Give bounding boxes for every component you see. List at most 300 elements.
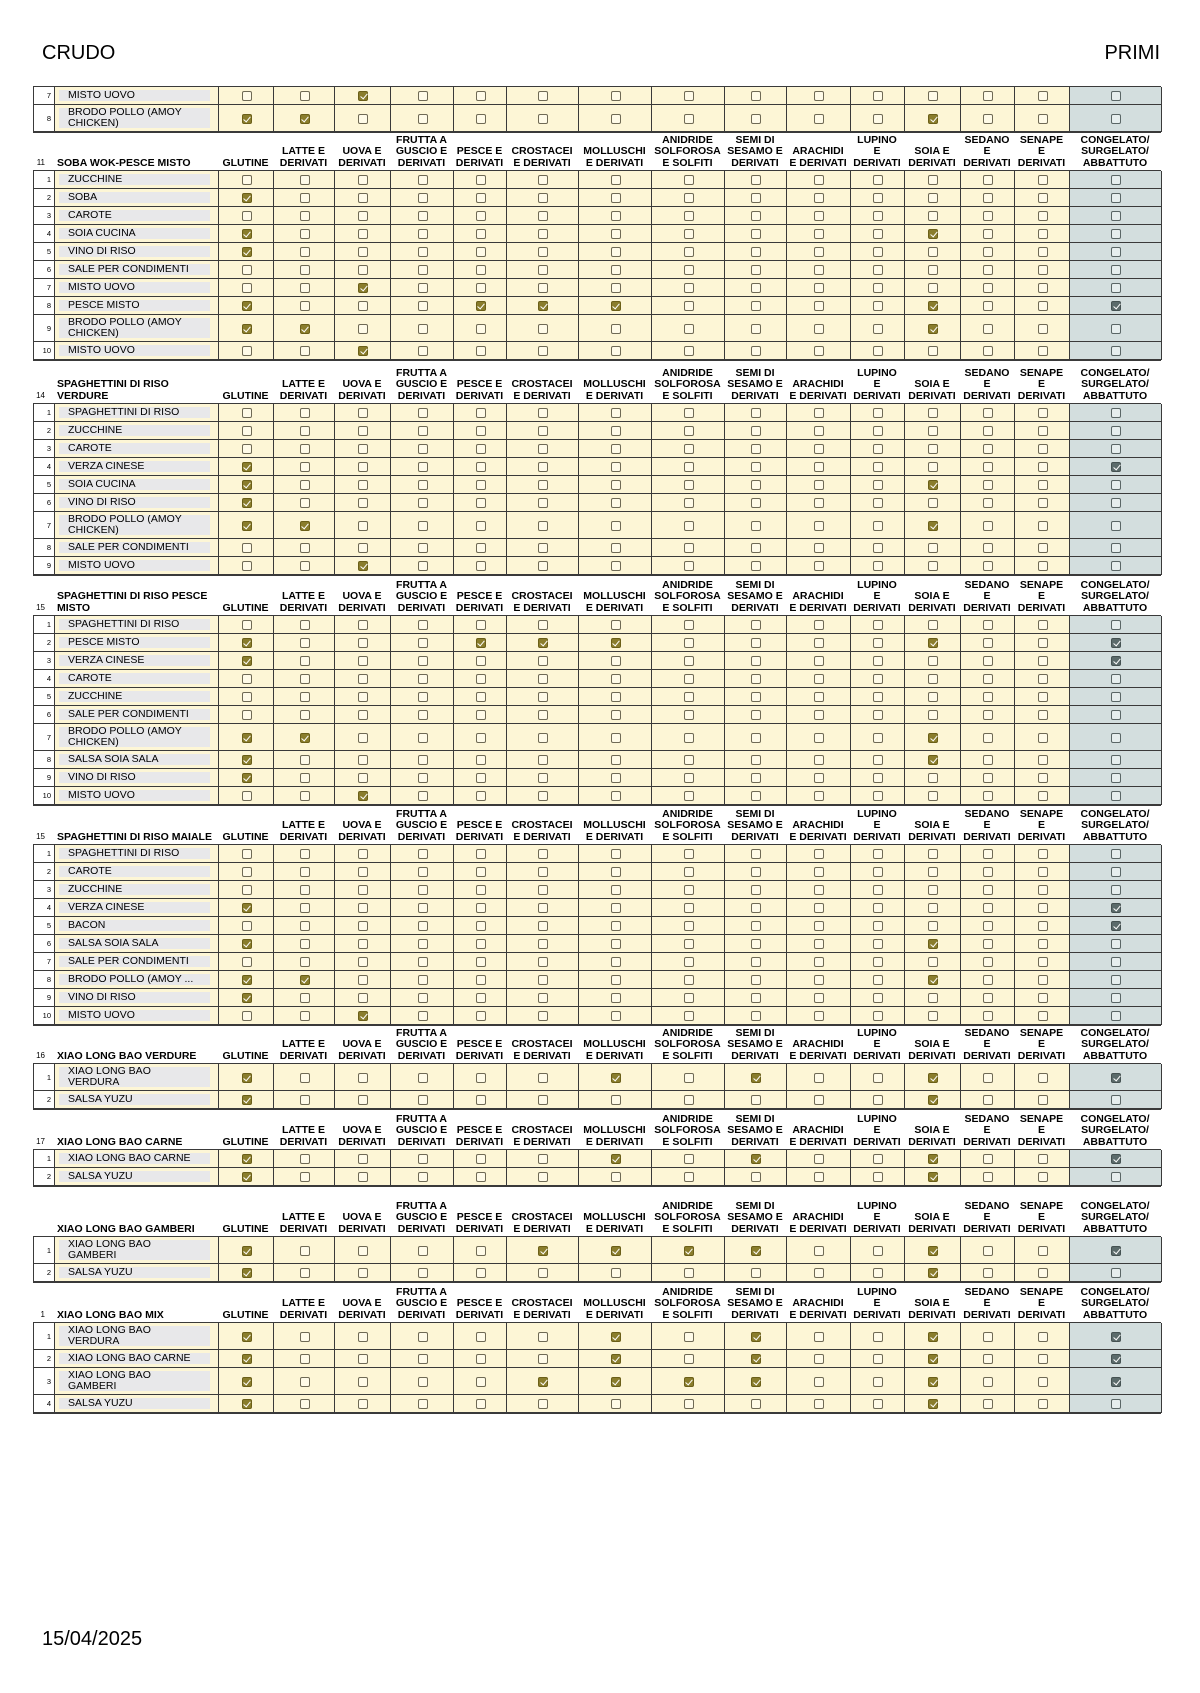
checkbox-unchecked[interactable] (300, 1399, 310, 1409)
checkbox-unchecked[interactable] (814, 283, 824, 293)
checkbox-unchecked[interactable] (983, 91, 993, 101)
checkbox-unchecked[interactable] (611, 1172, 621, 1182)
checkbox-unchecked[interactable] (538, 755, 548, 765)
checkbox-unchecked[interactable] (418, 1377, 428, 1387)
checkbox-unchecked[interactable] (814, 426, 824, 436)
checkbox-unchecked[interactable] (358, 1073, 368, 1083)
checkbox-unchecked[interactable] (476, 755, 486, 765)
checkbox-unchecked[interactable] (928, 710, 938, 720)
checkbox-unchecked[interactable] (814, 1268, 824, 1278)
checkbox-checked[interactable] (1111, 1246, 1121, 1256)
checkbox-checked[interactable] (242, 498, 252, 508)
checkbox-unchecked[interactable] (873, 346, 883, 356)
checkbox-unchecked[interactable] (476, 993, 486, 1003)
checkbox-unchecked[interactable] (684, 283, 694, 293)
checkbox-unchecked[interactable] (611, 543, 621, 553)
checkbox-unchecked[interactable] (751, 561, 761, 571)
checkbox-unchecked[interactable] (1111, 426, 1121, 436)
checkbox-unchecked[interactable] (684, 1095, 694, 1105)
checkbox-unchecked[interactable] (1111, 975, 1121, 985)
checkbox-unchecked[interactable] (358, 733, 368, 743)
checkbox-unchecked[interactable] (538, 1011, 548, 1021)
checkbox-unchecked[interactable] (476, 733, 486, 743)
checkbox-unchecked[interactable] (684, 211, 694, 221)
checkbox-unchecked[interactable] (538, 867, 548, 877)
checkbox-unchecked[interactable] (1111, 521, 1121, 531)
checkbox-unchecked[interactable] (873, 638, 883, 648)
checkbox-unchecked[interactable] (611, 229, 621, 239)
checkbox-checked[interactable] (242, 193, 252, 203)
checkbox-unchecked[interactable] (751, 939, 761, 949)
checkbox-unchecked[interactable] (1038, 957, 1048, 967)
checkbox-unchecked[interactable] (684, 1011, 694, 1021)
checkbox-unchecked[interactable] (814, 939, 824, 949)
checkbox-unchecked[interactable] (611, 1011, 621, 1021)
checkbox-checked[interactable] (928, 480, 938, 490)
checkbox-unchecked[interactable] (1038, 561, 1048, 571)
checkbox-unchecked[interactable] (242, 543, 252, 553)
checkbox-checked[interactable] (242, 1154, 252, 1164)
checkbox-unchecked[interactable] (814, 324, 824, 334)
checkbox-unchecked[interactable] (418, 867, 428, 877)
checkbox-unchecked[interactable] (358, 674, 368, 684)
checkbox-checked[interactable] (751, 1377, 761, 1387)
checkbox-unchecked[interactable] (242, 674, 252, 684)
checkbox-unchecked[interactable] (751, 498, 761, 508)
checkbox-checked[interactable] (242, 247, 252, 257)
checkbox-unchecked[interactable] (611, 957, 621, 967)
checkbox-unchecked[interactable] (300, 1332, 310, 1342)
checkbox-unchecked[interactable] (983, 1095, 993, 1105)
checkbox-unchecked[interactable] (611, 1095, 621, 1105)
checkbox-unchecked[interactable] (300, 444, 310, 454)
checkbox-unchecked[interactable] (1038, 211, 1048, 221)
checkbox-unchecked[interactable] (358, 301, 368, 311)
checkbox-checked[interactable] (1111, 462, 1121, 472)
checkbox-unchecked[interactable] (300, 561, 310, 571)
checkbox-checked[interactable] (611, 1246, 621, 1256)
checkbox-checked[interactable] (928, 1268, 938, 1278)
checkbox-unchecked[interactable] (1038, 755, 1048, 765)
checkbox-unchecked[interactable] (983, 1246, 993, 1256)
checkbox-unchecked[interactable] (1038, 229, 1048, 239)
checkbox-unchecked[interactable] (538, 408, 548, 418)
checkbox-unchecked[interactable] (983, 1354, 993, 1364)
checkbox-unchecked[interactable] (538, 903, 548, 913)
checkbox-unchecked[interactable] (1038, 444, 1048, 454)
checkbox-checked[interactable] (684, 1246, 694, 1256)
checkbox-unchecked[interactable] (1111, 733, 1121, 743)
checkbox-unchecked[interactable] (1038, 867, 1048, 877)
checkbox-unchecked[interactable] (242, 211, 252, 221)
checkbox-unchecked[interactable] (983, 498, 993, 508)
checkbox-checked[interactable] (928, 1073, 938, 1083)
checkbox-checked[interactable] (751, 1246, 761, 1256)
checkbox-unchecked[interactable] (1038, 498, 1048, 508)
checkbox-unchecked[interactable] (418, 265, 428, 275)
checkbox-unchecked[interactable] (1111, 543, 1121, 553)
checkbox-unchecked[interactable] (242, 408, 252, 418)
checkbox-unchecked[interactable] (300, 773, 310, 783)
checkbox-unchecked[interactable] (418, 175, 428, 185)
checkbox-unchecked[interactable] (418, 975, 428, 985)
checkbox-unchecked[interactable] (300, 993, 310, 1003)
checkbox-unchecked[interactable] (611, 114, 621, 124)
checkbox-unchecked[interactable] (1038, 283, 1048, 293)
checkbox-unchecked[interactable] (1038, 921, 1048, 931)
checkbox-unchecked[interactable] (983, 444, 993, 454)
checkbox-checked[interactable] (928, 1354, 938, 1364)
checkbox-unchecked[interactable] (814, 193, 824, 203)
checkbox-unchecked[interactable] (873, 211, 883, 221)
checkbox-unchecked[interactable] (1038, 791, 1048, 801)
checkbox-unchecked[interactable] (476, 1073, 486, 1083)
checkbox-unchecked[interactable] (1038, 903, 1048, 913)
checkbox-unchecked[interactable] (1111, 211, 1121, 221)
checkbox-unchecked[interactable] (300, 1073, 310, 1083)
checkbox-checked[interactable] (242, 301, 252, 311)
checkbox-unchecked[interactable] (814, 1154, 824, 1164)
checkbox-unchecked[interactable] (300, 903, 310, 913)
checkbox-unchecked[interactable] (358, 849, 368, 859)
checkbox-unchecked[interactable] (358, 265, 368, 275)
checkbox-unchecked[interactable] (873, 543, 883, 553)
checkbox-unchecked[interactable] (928, 1011, 938, 1021)
checkbox-unchecked[interactable] (418, 1154, 428, 1164)
checkbox-unchecked[interactable] (814, 265, 824, 275)
checkbox-checked[interactable] (1111, 301, 1121, 311)
checkbox-unchecked[interactable] (358, 543, 368, 553)
checkbox-checked[interactable] (242, 638, 252, 648)
checkbox-unchecked[interactable] (873, 710, 883, 720)
checkbox-unchecked[interactable] (418, 543, 428, 553)
checkbox-unchecked[interactable] (538, 324, 548, 334)
checkbox-checked[interactable] (538, 638, 548, 648)
checkbox-unchecked[interactable] (873, 993, 883, 1003)
checkbox-unchecked[interactable] (242, 175, 252, 185)
checkbox-unchecked[interactable] (538, 114, 548, 124)
checkbox-unchecked[interactable] (983, 301, 993, 311)
checkbox-unchecked[interactable] (476, 114, 486, 124)
checkbox-unchecked[interactable] (684, 1154, 694, 1164)
checkbox-unchecked[interactable] (751, 301, 761, 311)
checkbox-unchecked[interactable] (983, 1172, 993, 1182)
checkbox-unchecked[interactable] (873, 975, 883, 985)
checkbox-unchecked[interactable] (983, 1073, 993, 1083)
checkbox-unchecked[interactable] (611, 561, 621, 571)
checkbox-unchecked[interactable] (684, 561, 694, 571)
checkbox-checked[interactable] (611, 1073, 621, 1083)
checkbox-unchecked[interactable] (1038, 114, 1048, 124)
checkbox-checked[interactable] (611, 1154, 621, 1164)
checkbox-unchecked[interactable] (684, 1073, 694, 1083)
checkbox-checked[interactable] (300, 975, 310, 985)
checkbox-checked[interactable] (300, 324, 310, 334)
checkbox-unchecked[interactable] (814, 1011, 824, 1021)
checkbox-unchecked[interactable] (538, 247, 548, 257)
checkbox-checked[interactable] (751, 1073, 761, 1083)
checkbox-unchecked[interactable] (928, 885, 938, 895)
checkbox-unchecked[interactable] (983, 638, 993, 648)
checkbox-checked[interactable] (538, 301, 548, 311)
checkbox-unchecked[interactable] (300, 1377, 310, 1387)
checkbox-unchecked[interactable] (1111, 755, 1121, 765)
checkbox-unchecked[interactable] (684, 957, 694, 967)
checkbox-unchecked[interactable] (983, 849, 993, 859)
checkbox-unchecked[interactable] (983, 408, 993, 418)
checkbox-unchecked[interactable] (684, 885, 694, 895)
checkbox-unchecked[interactable] (814, 867, 824, 877)
checkbox-unchecked[interactable] (751, 903, 761, 913)
checkbox-unchecked[interactable] (983, 1332, 993, 1342)
checkbox-unchecked[interactable] (611, 408, 621, 418)
checkbox-unchecked[interactable] (476, 1399, 486, 1409)
checkbox-unchecked[interactable] (928, 773, 938, 783)
checkbox-unchecked[interactable] (814, 692, 824, 702)
checkbox-unchecked[interactable] (751, 656, 761, 666)
checkbox-checked[interactable] (242, 755, 252, 765)
checkbox-unchecked[interactable] (751, 211, 761, 221)
checkbox-unchecked[interactable] (814, 211, 824, 221)
checkbox-checked[interactable] (1111, 903, 1121, 913)
checkbox-checked[interactable] (928, 1172, 938, 1182)
checkbox-unchecked[interactable] (873, 193, 883, 203)
checkbox-unchecked[interactable] (1111, 885, 1121, 895)
checkbox-unchecked[interactable] (873, 939, 883, 949)
checkbox-unchecked[interactable] (983, 175, 993, 185)
checkbox-unchecked[interactable] (814, 229, 824, 239)
checkbox-unchecked[interactable] (242, 867, 252, 877)
checkbox-unchecked[interactable] (538, 957, 548, 967)
checkbox-unchecked[interactable] (684, 656, 694, 666)
checkbox-checked[interactable] (242, 656, 252, 666)
checkbox-unchecked[interactable] (684, 346, 694, 356)
checkbox-unchecked[interactable] (418, 114, 428, 124)
checkbox-unchecked[interactable] (476, 1377, 486, 1387)
checkbox-unchecked[interactable] (751, 1268, 761, 1278)
checkbox-unchecked[interactable] (538, 283, 548, 293)
checkbox-unchecked[interactable] (751, 1011, 761, 1021)
checkbox-unchecked[interactable] (476, 656, 486, 666)
checkbox-unchecked[interactable] (242, 444, 252, 454)
checkbox-unchecked[interactable] (684, 247, 694, 257)
checkbox-unchecked[interactable] (873, 480, 883, 490)
checkbox-unchecked[interactable] (873, 957, 883, 967)
checkbox-checked[interactable] (928, 638, 938, 648)
checkbox-checked[interactable] (476, 638, 486, 648)
checkbox-checked[interactable] (928, 1246, 938, 1256)
checkbox-checked[interactable] (928, 1332, 938, 1342)
checkbox-unchecked[interactable] (358, 957, 368, 967)
checkbox-unchecked[interactable] (873, 1354, 883, 1364)
checkbox-checked[interactable] (242, 1268, 252, 1278)
checkbox-unchecked[interactable] (873, 1377, 883, 1387)
checkbox-unchecked[interactable] (611, 656, 621, 666)
checkbox-unchecked[interactable] (418, 1268, 428, 1278)
checkbox-unchecked[interactable] (476, 1011, 486, 1021)
checkbox-unchecked[interactable] (476, 91, 486, 101)
checkbox-unchecked[interactable] (611, 773, 621, 783)
checkbox-unchecked[interactable] (538, 346, 548, 356)
checkbox-checked[interactable] (476, 301, 486, 311)
checkbox-unchecked[interactable] (873, 498, 883, 508)
checkbox-unchecked[interactable] (983, 733, 993, 743)
checkbox-unchecked[interactable] (1111, 620, 1121, 630)
checkbox-unchecked[interactable] (418, 301, 428, 311)
checkbox-checked[interactable] (928, 975, 938, 985)
checkbox-checked[interactable] (1111, 656, 1121, 666)
checkbox-unchecked[interactable] (300, 175, 310, 185)
checkbox-unchecked[interactable] (1111, 408, 1121, 418)
checkbox-unchecked[interactable] (476, 265, 486, 275)
checkbox-unchecked[interactable] (358, 620, 368, 630)
checkbox-unchecked[interactable] (873, 301, 883, 311)
checkbox-unchecked[interactable] (751, 408, 761, 418)
checkbox-unchecked[interactable] (983, 791, 993, 801)
checkbox-unchecked[interactable] (1111, 939, 1121, 949)
checkbox-unchecked[interactable] (611, 247, 621, 257)
checkbox-checked[interactable] (751, 1354, 761, 1364)
checkbox-unchecked[interactable] (476, 885, 486, 895)
checkbox-unchecked[interactable] (476, 444, 486, 454)
checkbox-checked[interactable] (1111, 1073, 1121, 1083)
checkbox-unchecked[interactable] (928, 921, 938, 931)
checkbox-unchecked[interactable] (814, 656, 824, 666)
checkbox-unchecked[interactable] (1038, 692, 1048, 702)
checkbox-unchecked[interactable] (814, 346, 824, 356)
checkbox-unchecked[interactable] (983, 939, 993, 949)
checkbox-unchecked[interactable] (983, 975, 993, 985)
checkbox-unchecked[interactable] (684, 426, 694, 436)
checkbox-unchecked[interactable] (873, 229, 883, 239)
checkbox-unchecked[interactable] (814, 710, 824, 720)
checkbox-unchecked[interactable] (814, 1332, 824, 1342)
checkbox-unchecked[interactable] (418, 498, 428, 508)
checkbox-unchecked[interactable] (684, 1354, 694, 1364)
checkbox-unchecked[interactable] (873, 849, 883, 859)
checkbox-unchecked[interactable] (1038, 1246, 1048, 1256)
checkbox-unchecked[interactable] (611, 193, 621, 203)
checkbox-unchecked[interactable] (358, 939, 368, 949)
checkbox-unchecked[interactable] (611, 692, 621, 702)
checkbox-unchecked[interactable] (1038, 1154, 1048, 1164)
checkbox-checked[interactable] (538, 1246, 548, 1256)
checkbox-unchecked[interactable] (1111, 498, 1121, 508)
checkbox-unchecked[interactable] (418, 638, 428, 648)
checkbox-unchecked[interactable] (684, 903, 694, 913)
checkbox-unchecked[interactable] (873, 773, 883, 783)
checkbox-unchecked[interactable] (418, 91, 428, 101)
checkbox-unchecked[interactable] (983, 561, 993, 571)
checkbox-checked[interactable] (242, 480, 252, 490)
checkbox-unchecked[interactable] (751, 114, 761, 124)
checkbox-unchecked[interactable] (873, 867, 883, 877)
checkbox-checked[interactable] (300, 521, 310, 531)
checkbox-unchecked[interactable] (300, 211, 310, 221)
checkbox-checked[interactable] (928, 1399, 938, 1409)
checkbox-unchecked[interactable] (1111, 957, 1121, 967)
checkbox-unchecked[interactable] (684, 733, 694, 743)
checkbox-unchecked[interactable] (873, 114, 883, 124)
checkbox-unchecked[interactable] (476, 561, 486, 571)
checkbox-unchecked[interactable] (814, 1172, 824, 1182)
checkbox-unchecked[interactable] (873, 444, 883, 454)
checkbox-unchecked[interactable] (1111, 114, 1121, 124)
checkbox-unchecked[interactable] (814, 993, 824, 1003)
checkbox-unchecked[interactable] (684, 638, 694, 648)
checkbox-unchecked[interactable] (358, 755, 368, 765)
checkbox-checked[interactable] (358, 91, 368, 101)
checkbox-unchecked[interactable] (611, 265, 621, 275)
checkbox-unchecked[interactable] (684, 791, 694, 801)
checkbox-unchecked[interactable] (814, 462, 824, 472)
checkbox-unchecked[interactable] (358, 656, 368, 666)
checkbox-unchecked[interactable] (814, 1095, 824, 1105)
checkbox-unchecked[interactable] (684, 498, 694, 508)
checkbox-checked[interactable] (928, 324, 938, 334)
checkbox-unchecked[interactable] (300, 755, 310, 765)
checkbox-unchecked[interactable] (611, 462, 621, 472)
checkbox-unchecked[interactable] (1038, 993, 1048, 1003)
checkbox-unchecked[interactable] (983, 114, 993, 124)
checkbox-unchecked[interactable] (358, 193, 368, 203)
checkbox-unchecked[interactable] (928, 561, 938, 571)
checkbox-unchecked[interactable] (1038, 849, 1048, 859)
checkbox-unchecked[interactable] (1038, 939, 1048, 949)
checkbox-unchecked[interactable] (684, 1399, 694, 1409)
checkbox-unchecked[interactable] (418, 1095, 428, 1105)
checkbox-unchecked[interactable] (538, 993, 548, 1003)
checkbox-unchecked[interactable] (538, 1154, 548, 1164)
checkbox-unchecked[interactable] (751, 324, 761, 334)
checkbox-unchecked[interactable] (476, 903, 486, 913)
checkbox-unchecked[interactable] (928, 791, 938, 801)
checkbox-unchecked[interactable] (538, 521, 548, 531)
checkbox-unchecked[interactable] (928, 426, 938, 436)
checkbox-unchecked[interactable] (611, 849, 621, 859)
checkbox-unchecked[interactable] (358, 114, 368, 124)
checkbox-unchecked[interactable] (873, 324, 883, 334)
checkbox-unchecked[interactable] (418, 480, 428, 490)
checkbox-unchecked[interactable] (1111, 1095, 1121, 1105)
checkbox-unchecked[interactable] (476, 957, 486, 967)
checkbox-unchecked[interactable] (873, 408, 883, 418)
checkbox-unchecked[interactable] (983, 247, 993, 257)
checkbox-unchecked[interactable] (242, 957, 252, 967)
checkbox-unchecked[interactable] (751, 993, 761, 1003)
checkbox-unchecked[interactable] (358, 521, 368, 531)
checkbox-unchecked[interactable] (1038, 480, 1048, 490)
checkbox-unchecked[interactable] (476, 283, 486, 293)
checkbox-checked[interactable] (242, 1246, 252, 1256)
checkbox-checked[interactable] (928, 1095, 938, 1105)
checkbox-unchecked[interactable] (873, 921, 883, 931)
checkbox-unchecked[interactable] (873, 1268, 883, 1278)
checkbox-unchecked[interactable] (300, 247, 310, 257)
checkbox-unchecked[interactable] (928, 408, 938, 418)
checkbox-unchecked[interactable] (814, 561, 824, 571)
checkbox-unchecked[interactable] (814, 521, 824, 531)
checkbox-unchecked[interactable] (538, 193, 548, 203)
checkbox-unchecked[interactable] (928, 444, 938, 454)
checkbox-unchecked[interactable] (814, 1073, 824, 1083)
checkbox-checked[interactable] (1111, 921, 1121, 931)
checkbox-unchecked[interactable] (538, 265, 548, 275)
checkbox-unchecked[interactable] (873, 1399, 883, 1409)
checkbox-unchecked[interactable] (751, 229, 761, 239)
checkbox-unchecked[interactable] (983, 692, 993, 702)
checkbox-unchecked[interactable] (418, 885, 428, 895)
